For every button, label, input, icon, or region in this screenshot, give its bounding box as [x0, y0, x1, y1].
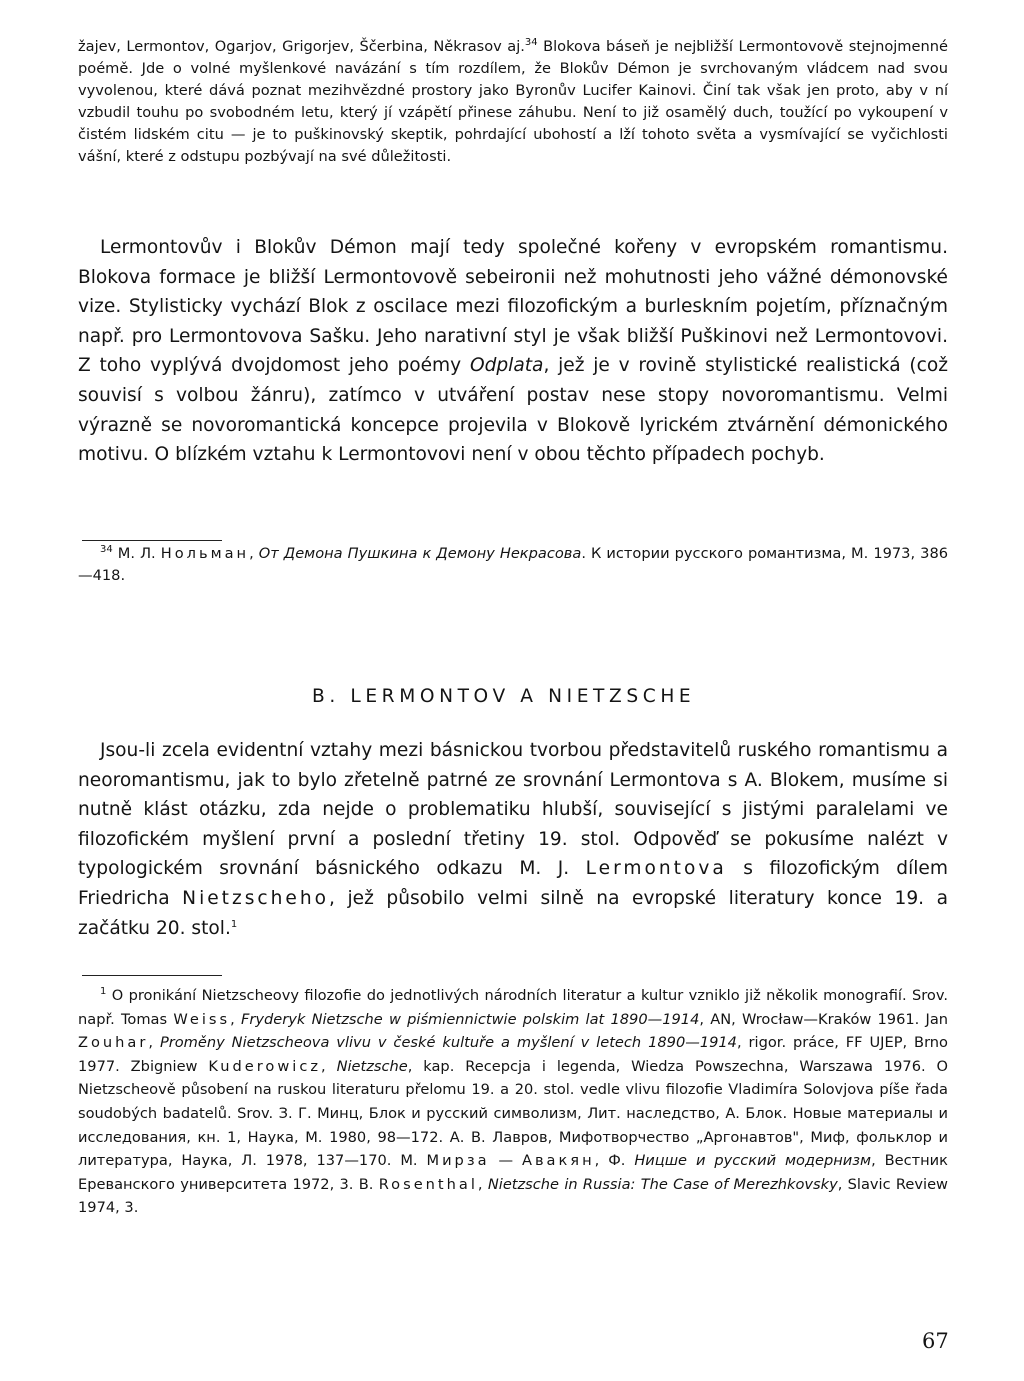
- text-run: ,: [477, 1175, 488, 1193]
- author-name: Zouhar: [78, 1034, 149, 1052]
- footnote-number: 34: [100, 544, 113, 556]
- author-name: Нольман: [160, 545, 250, 562]
- text-run: Lermontovův i Blokův Démon mají tedy společné kořeny v evropském romantismu. Blokova formace je bližší Lermontovově sebeironii než mohutnosti jeho vážné démonovské vize. Stylisticky vychází Blok z oscilace mezi filozofickým a burleskním pojetím, příznačným např. pro Lermontovova Sašku. Jeho narativní styl je však bližší Puškinovi než Lermontovovi. Z toho vyplývá dvojdomost jeho poémy: [78, 237, 948, 377]
- text-run: ,: [230, 1010, 241, 1028]
- text-run: , Ф.: [594, 1152, 635, 1170]
- author-initials: М. Л.: [117, 545, 161, 562]
- text-run: Jsou-li zcela evidentní vztahy mezi básnickou tvorbou představitelů ruského romantismu a neoromantismu, jak to bylo zřetelně patrné ze srovnání Lermontova s A. Blokem, musíme si nutně klást otázku, zda nejde o problematiku hlubší, související s jistými paralelami ve filozofickém myšlení první a poslední třetiny 19. stol. Odpověď se pokusíme nalézt v typologickém srovnání básnického odkazu M. J.: [78, 740, 948, 880]
- footnote-ref-1: 1: [230, 918, 238, 930]
- text-run: , AN, Wrocław—Kraków 1961. Jan: [699, 1010, 949, 1028]
- author-name: Lermontova: [585, 858, 727, 880]
- text-run: , Вестник Ереванского университета 1972, 3. B.: [78, 1152, 948, 1193]
- text-run: O pronikání Nietzscheovy filozofie do jednotlivých národních literatur a kultur vzniklo již několik monografií. Srov. např. Tomas: [78, 987, 948, 1028]
- author-name: Авакян: [521, 1152, 595, 1170]
- work-title: Odplata: [469, 355, 544, 377]
- text-run: , jež je v rovině stylistické realistická (což souvisí s volbou žánru), zatímco v utváření postav nese stopy novoromantismu. Velmi výrazně se novoromantická koncepce projevila v Blokově lyrickém ztvárnění démonického motivu. O blízkém vztahu k Lermontovovi není v obou těchto případech pochyb.: [78, 355, 949, 466]
- text-run: , jež působilo velmi silně na evropské literatury konce 19. a začátku 20. stol.: [78, 887, 948, 939]
- text-run: Blokova báseň je nejbližší Lermontovově stejnojmenné poémě. Jde o volné myšlenkové navázání s tím rozdílem, že Blokův Démon je svrchovaným vládcem nad svou vyvolenou, které dává poznat mezihvězdné prostory jako Byronův Lucifer Kainovi. Činí tak však jen proto, aby v ní vzbudil touhu po svobodném letu, který jí vzápětí přinese záhubu. Není to již osamělý duch, toužící po vykoupení v čistém lidském citu — je to puškinovský skeptik, pohrdající ubohostí a lží tohoto světa a vysmívající se vyčichlosti vášní, které z odstupu pozbývají na své důležitosti.: [78, 38, 948, 165]
- author-name: Weiss: [173, 1010, 231, 1028]
- work-title: Fryderyk Nietzsche w piśmiennictwie polskim lat 1890—1914: [241, 1010, 700, 1028]
- footnote-1: [78, 984, 948, 1220]
- text-run: žajev, Lermontov, Ogarjov, Grigorjev, Ščerbina, Někrasov aj.: [78, 38, 525, 55]
- text-run: s filozofickým dílem Friedricha: [78, 858, 948, 909]
- text-run: —: [489, 1152, 522, 1170]
- work-title: Ницше и русский модернизм: [634, 1152, 872, 1170]
- text-run: , Slavic Review 1974, 3.: [78, 1175, 948, 1217]
- section-paragraph: [78, 736, 948, 943]
- top-paragraph: [78, 36, 948, 167]
- section-heading: B. LERMONTOV A NIETZSCHE: [312, 686, 696, 707]
- author-name: Rosenthal: [378, 1175, 478, 1193]
- text-run: ,: [321, 1057, 337, 1075]
- work-title: Proměny Nietzscheova vlivu v české kultuře a myšlení v letech 1890—1914: [159, 1034, 737, 1052]
- work-title: Nietzsche in Russia: The Case of Merezhkovsky: [487, 1175, 838, 1193]
- work-title: Nietzsche: [336, 1057, 408, 1075]
- main-paragraph: [78, 233, 948, 470]
- author-name: Мирза: [426, 1152, 490, 1170]
- footnote-divider: [82, 975, 222, 976]
- footnote-divider: [82, 540, 222, 541]
- text-run: ,: [148, 1034, 160, 1052]
- author-name: Nietzscheho: [182, 887, 330, 909]
- author-name: Kuderowicz: [208, 1057, 322, 1075]
- footnote-34: $^{34}$ М. Л. Нольман, От Демона Пушкина к Демону Некрасова. К истории русского романтизма, М. 1973, 386—418.: [78, 544, 949, 584]
- text-run: . К истории русского романтизма, М. 1973, 386—418.: [78, 545, 949, 584]
- work-title: От Демона Пушкина к Демону Некрасова: [258, 545, 582, 562]
- page-number: 67: [922, 1329, 949, 1353]
- text-run: , rigor. práce, FF UJEP, Brno 1977. Zbigniew: [78, 1034, 948, 1075]
- text-run: , kap. Recepcja i legenda, Wiedza Powszechna, Warszawa 1976. O Nietzscheově působení na ruskou literaturu přelomu 19. a 20. stol. vedle vlivu filozofie Vladimíra Solovjova píše řada soudobých badatelů. Srov. З. Г. Минц, Блок и русский символизм, Лит. наследство, А. Блок. Новые материалы и исследования, кн. 1, Наука, М. 1980, 98—172. А. В. Лавров, Мифотворчество „Аргонавтов", Миф, фольклор и литература, Наука, Л. 1978, 137—170. М.: [78, 1057, 948, 1170]
- footnote-number: 1: [100, 986, 107, 998]
- footnote-ref-34: 34: [524, 37, 538, 49]
